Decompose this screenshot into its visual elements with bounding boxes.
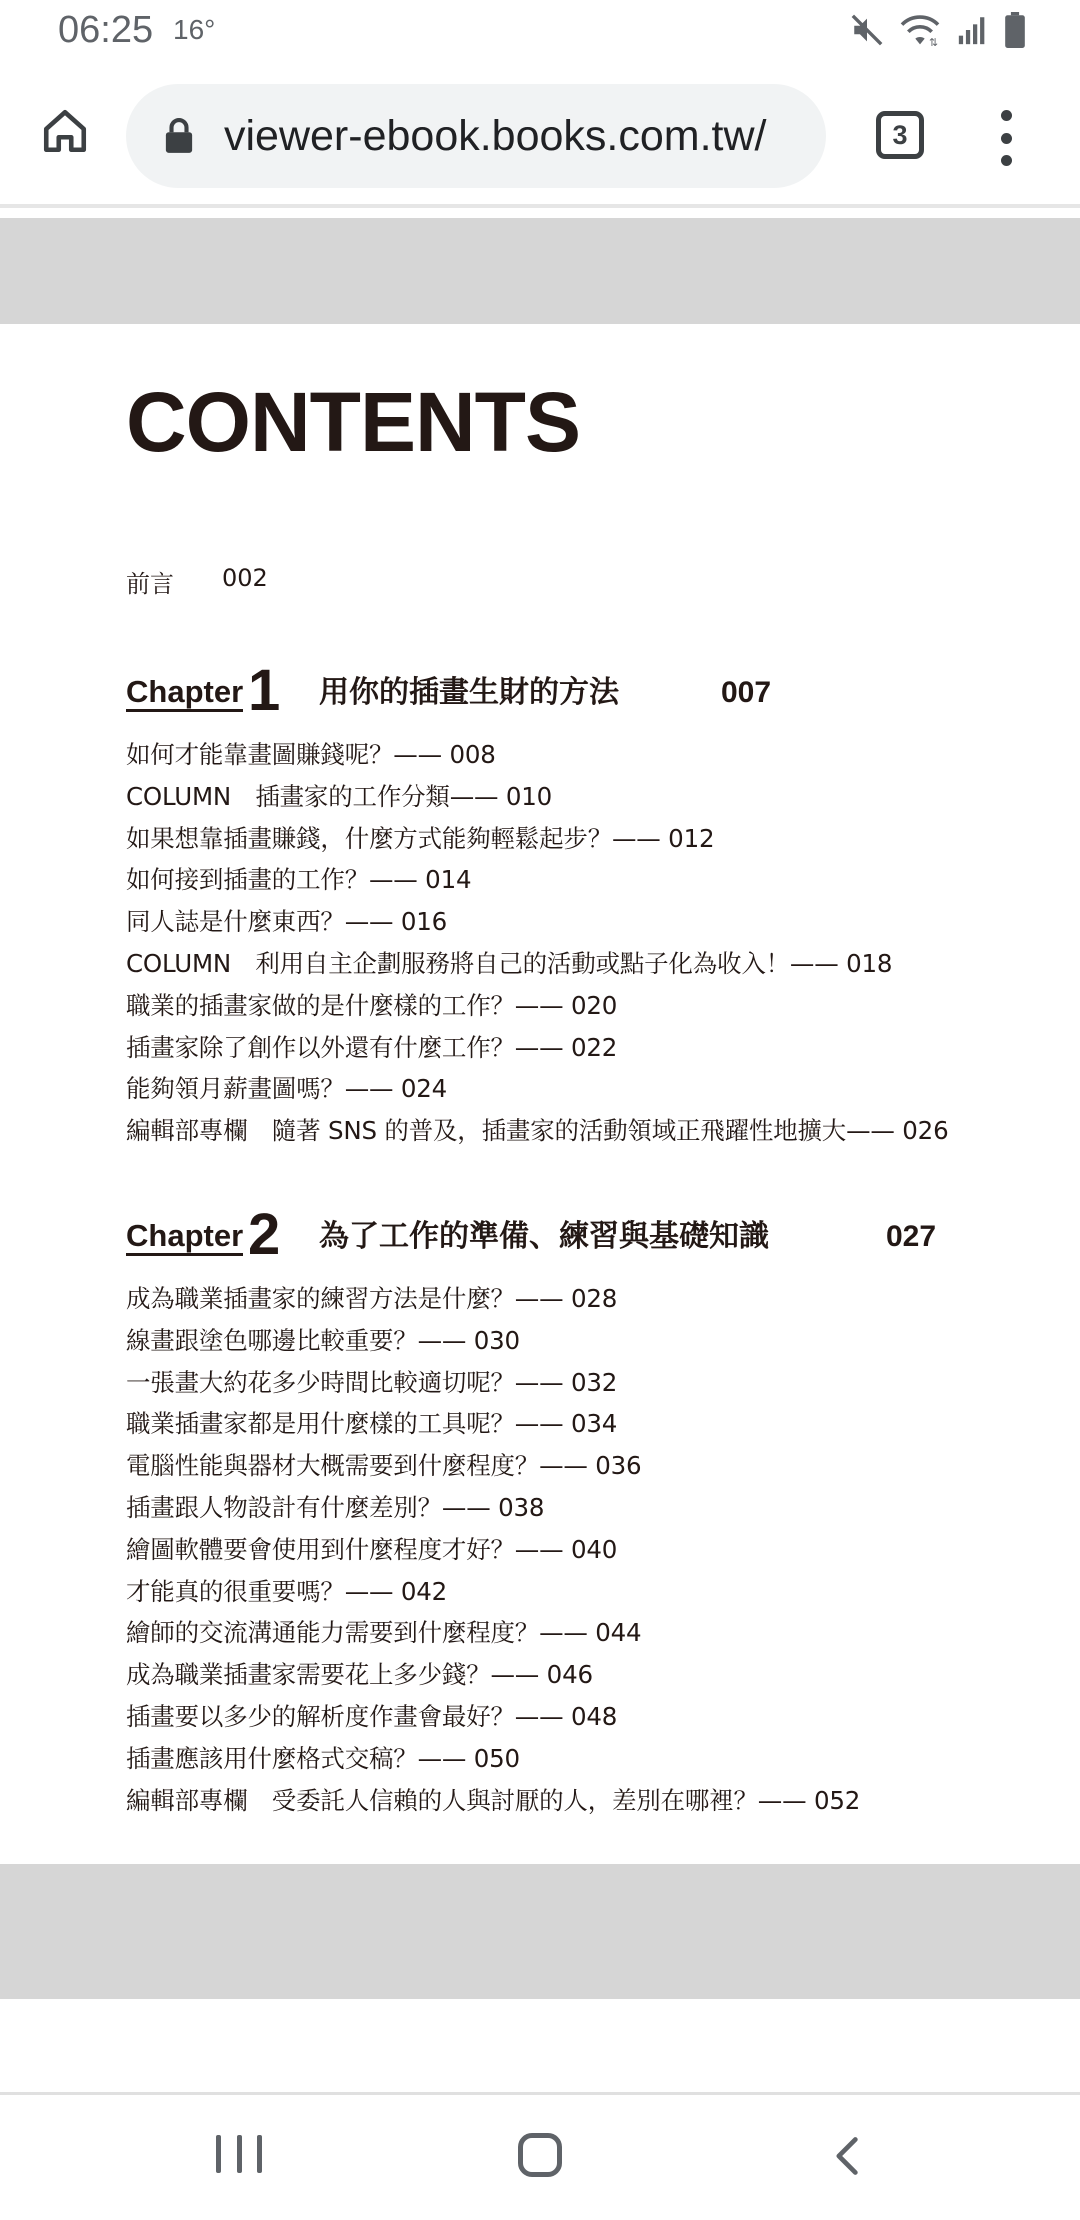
- recent-apps-icon[interactable]: [216, 2135, 262, 2175]
- url-text[interactable]: viewer-ebook.books.com.tw/: [224, 111, 767, 160]
- toc-entry: 插畫要以多少的解析度作畫會最好？—— 048: [126, 1701, 618, 1731]
- toc-entry: 插畫跟人物設計有什麼差別？—— 038: [126, 1492, 545, 1522]
- status-temperature: 16°: [173, 14, 216, 45]
- page-gap-bottom: [0, 1864, 1080, 1999]
- wifi-icon: [898, 12, 942, 48]
- toc-entry: 繪師的交流溝通能力需要到什麼程度？—— 044: [126, 1618, 642, 1648]
- status-icons: [850, 10, 1026, 50]
- menu-icon: [1001, 110, 1012, 121]
- preface-label: 前言: [126, 570, 174, 598]
- url-bar[interactable]: [126, 84, 826, 188]
- status-time: 06:25: [58, 9, 154, 51]
- toc-entry: 繪圖軟體要會使用到什麼程度才好？—— 040: [126, 1534, 618, 1564]
- chapter-heading: [126, 652, 1026, 722]
- chapter-2: [126, 1196, 1026, 1821]
- chapter-number: 2: [248, 1202, 281, 1267]
- chapter-label: Chapter: [126, 1219, 243, 1256]
- signal-icon: [956, 13, 990, 47]
- home-nav-icon[interactable]: [518, 2133, 562, 2177]
- page-title: CONTENTS: [126, 375, 580, 469]
- mute-icon: [850, 13, 884, 47]
- toc-entry: 職業插畫家都是用什麼樣的工具呢？—— 034: [126, 1409, 618, 1439]
- entry-list: [126, 734, 1026, 1152]
- page-gap-top: [0, 218, 1080, 324]
- toc-entry: 才能真的很重要嗎？—— 042: [126, 1576, 448, 1606]
- chapter-1: [126, 652, 1026, 1152]
- chapter-title: 為了工作的準備、練習與基礎知識: [319, 1219, 769, 1254]
- chapter-heading: [126, 1196, 1026, 1266]
- toc-entry: 編輯部專欄 受委託人信賴的人與討厭的人，差別在哪裡？—— 052: [126, 1785, 861, 1815]
- browser-toolbar: [0, 66, 1080, 208]
- toc-entry: 電腦性能與器材大概需要到什麼程度？—— 036: [126, 1451, 642, 1481]
- toc-entry: 插畫家除了創作以外還有什麼工作？—— 022: [126, 1032, 618, 1062]
- toc-entry: 成為職業插畫家需要花上多少錢？—— 046: [126, 1660, 593, 1690]
- preface-entry: [126, 564, 268, 599]
- tab-count: 3: [892, 119, 908, 150]
- entry-list: [126, 1278, 1026, 1821]
- menu-button[interactable]: [994, 110, 1018, 166]
- lock-icon: [164, 117, 194, 155]
- toc-entry: 一張畫大約花多少時間比較適切呢？—— 032: [126, 1367, 618, 1397]
- chapter-number: 1: [248, 658, 281, 723]
- toc-entry: 插畫應該用什麼格式交稿？—— 050: [126, 1743, 520, 1773]
- toc-entry: 如何才能靠畫圖賺錢呢？—— 008: [126, 740, 496, 769]
- toc-entry: 編輯部專欄 隨著 SNS 的普及，插畫家的活動領域正飛躍性地擴大—— 026: [126, 1116, 949, 1146]
- chapter-title: 用你的插畫生財的方法: [319, 675, 619, 710]
- toc-entry: 如何接到插畫的工作？—— 014: [126, 865, 472, 895]
- toc-entry: 能夠領月薪畫圖嗎？—— 024: [126, 1074, 448, 1104]
- svg-text:⇅: ⇅: [929, 36, 939, 48]
- toc-entry: 線畫跟塗色哪邊比較重要？—— 030: [126, 1325, 520, 1355]
- preface-page: 002: [222, 564, 268, 592]
- battery-icon: [1004, 12, 1026, 48]
- chapter-page: 007: [721, 676, 772, 709]
- status-bar: [0, 0, 1080, 66]
- toc-entry: 如果想靠插畫賺錢，什麼方式能夠輕鬆起步？—— 012: [126, 823, 715, 853]
- tabs-button[interactable]: [876, 111, 924, 159]
- system-nav-bar: [0, 2092, 1080, 2220]
- toc-entry: 同人誌是什麼東西？—— 016: [126, 907, 448, 937]
- chapter-label: Chapter: [126, 675, 243, 712]
- home-button[interactable]: [36, 102, 94, 160]
- toc-entry: 成為職業插畫家的練習方法是什麼？—— 028: [126, 1284, 618, 1313]
- toc-entry: COLUMN 插畫家的工作分類—— 010: [126, 781, 553, 811]
- chapter-page: 027: [886, 1220, 937, 1253]
- home-icon: [40, 106, 90, 156]
- ebook-page[interactable]: [0, 324, 1080, 1864]
- toc-entry: COLUMN 利用自主企劃服務將自己的活動或點子化為收入！—— 018: [126, 948, 893, 978]
- toc-entry: 職業的插畫家做的是什麼樣的工作？—— 020: [126, 990, 618, 1020]
- back-icon[interactable]: [826, 2133, 870, 2179]
